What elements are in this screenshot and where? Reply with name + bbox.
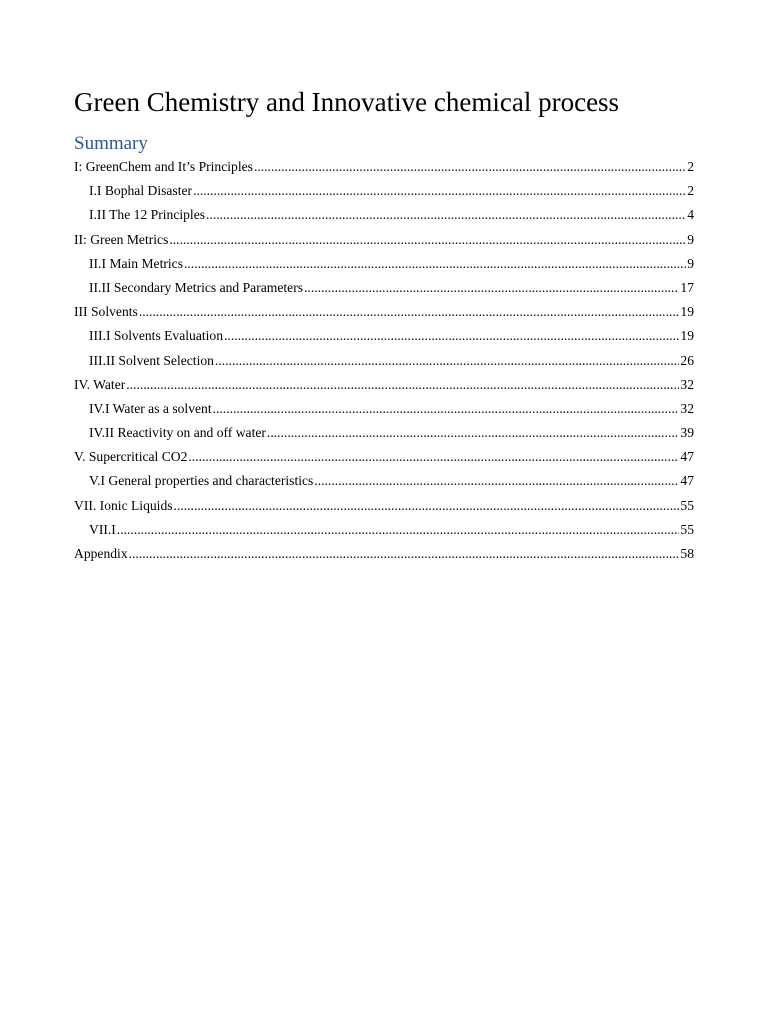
toc-entry[interactable] (74, 518, 694, 542)
toc-entry[interactable] (74, 373, 694, 397)
toc-dot-leader (193, 179, 686, 203)
table-of-contents (74, 155, 694, 566)
toc-entry[interactable] (74, 324, 694, 348)
toc-entry-page-number: 55 (680, 497, 694, 513)
toc-entry[interactable] (74, 228, 694, 252)
toc-entry-label: II.I Main Metrics (89, 255, 183, 271)
toc-entry-label: I: GreenChem and It’s Principles (74, 159, 253, 174)
toc-entry-label: VII.I (89, 521, 116, 537)
toc-entry-page-number: 2 (687, 159, 694, 174)
toc-dot-leader (267, 421, 679, 445)
toc-entry-label: III Solvents (74, 304, 138, 320)
toc-dot-leader (184, 252, 686, 276)
toc-entry-label: IV.II Reactivity on and off water (89, 425, 266, 441)
toc-dot-leader (206, 203, 686, 227)
toc-entry-page-number: 47 (680, 473, 694, 489)
toc-entry-label: II.II Secondary Metrics and Parameters (89, 279, 304, 295)
toc-entry-label: Appendix (74, 546, 128, 561)
toc-entry[interactable] (74, 542, 694, 566)
toc-entry[interactable] (74, 445, 694, 469)
toc-entry[interactable] (74, 469, 694, 493)
toc-entry-label: I.II The 12 Principles (89, 207, 206, 223)
document-title: Green Chemistry and Innovative chemical process (74, 87, 620, 117)
toc-entry-page-number: 9 (687, 231, 694, 247)
toc-entry[interactable] (74, 397, 694, 421)
toc-dot-leader (213, 397, 680, 421)
toc-entry-page-number: 2 (687, 183, 694, 199)
toc-entry-label: IV.I Water as a solvent (89, 400, 212, 416)
toc-entry-page-number: 17 (680, 279, 694, 295)
toc-dot-leader (224, 324, 679, 348)
toc-entry-label: III.I Solvents Evaluation (89, 328, 224, 344)
toc-entry-page-number: 19 (680, 304, 694, 320)
toc-entry-page-number: 9 (687, 255, 694, 271)
toc-entry[interactable] (74, 276, 694, 300)
summary-heading: Summary (74, 133, 148, 154)
toc-entry[interactable] (74, 421, 694, 445)
toc-dot-leader (169, 228, 686, 252)
toc-entry-label: I.I Bophal Disaster (89, 183, 193, 199)
toc-dot-leader (314, 469, 679, 493)
toc-entry-page-number: 4 (687, 207, 694, 223)
toc-entry[interactable] (74, 252, 694, 276)
toc-dot-leader (304, 276, 679, 300)
toc-entry[interactable] (74, 349, 694, 373)
toc-entry-page-number: 47 (680, 449, 694, 465)
toc-entry-label: V.I General properties and characteristics (89, 473, 314, 489)
toc-entry[interactable] (74, 203, 694, 227)
toc-dot-leader (139, 300, 680, 324)
toc-entry-label: IV. Water (74, 376, 126, 392)
toc-entry[interactable] (74, 155, 694, 179)
toc-dot-leader (188, 445, 679, 469)
toc-entry-label: VII. Ionic Liquids (74, 497, 173, 513)
toc-entry-page-number: 32 (680, 376, 694, 392)
toc-entry[interactable] (74, 179, 694, 203)
toc-entry-label: II: Green Metrics (74, 231, 169, 247)
toc-dot-leader (174, 494, 680, 518)
toc-entry-page-number: 26 (680, 352, 694, 368)
toc-entry-label: III.II Solvent Selection (89, 352, 214, 368)
toc-entry-page-number: 55 (680, 521, 694, 537)
toc-entry[interactable] (74, 494, 694, 518)
toc-dot-leader (129, 542, 680, 566)
toc-entry-label: V. Supercritical CO2 (74, 449, 188, 465)
toc-dot-leader (126, 373, 679, 397)
toc-entry-page-number: 58 (680, 546, 694, 561)
toc-entry[interactable] (74, 300, 694, 324)
toc-dot-leader (254, 155, 686, 179)
toc-dot-leader (117, 518, 680, 542)
toc-entry-page-number: 19 (680, 328, 694, 344)
toc-dot-leader (215, 349, 679, 373)
toc-entry-page-number: 39 (680, 425, 694, 441)
toc-entry-page-number: 32 (680, 400, 694, 416)
